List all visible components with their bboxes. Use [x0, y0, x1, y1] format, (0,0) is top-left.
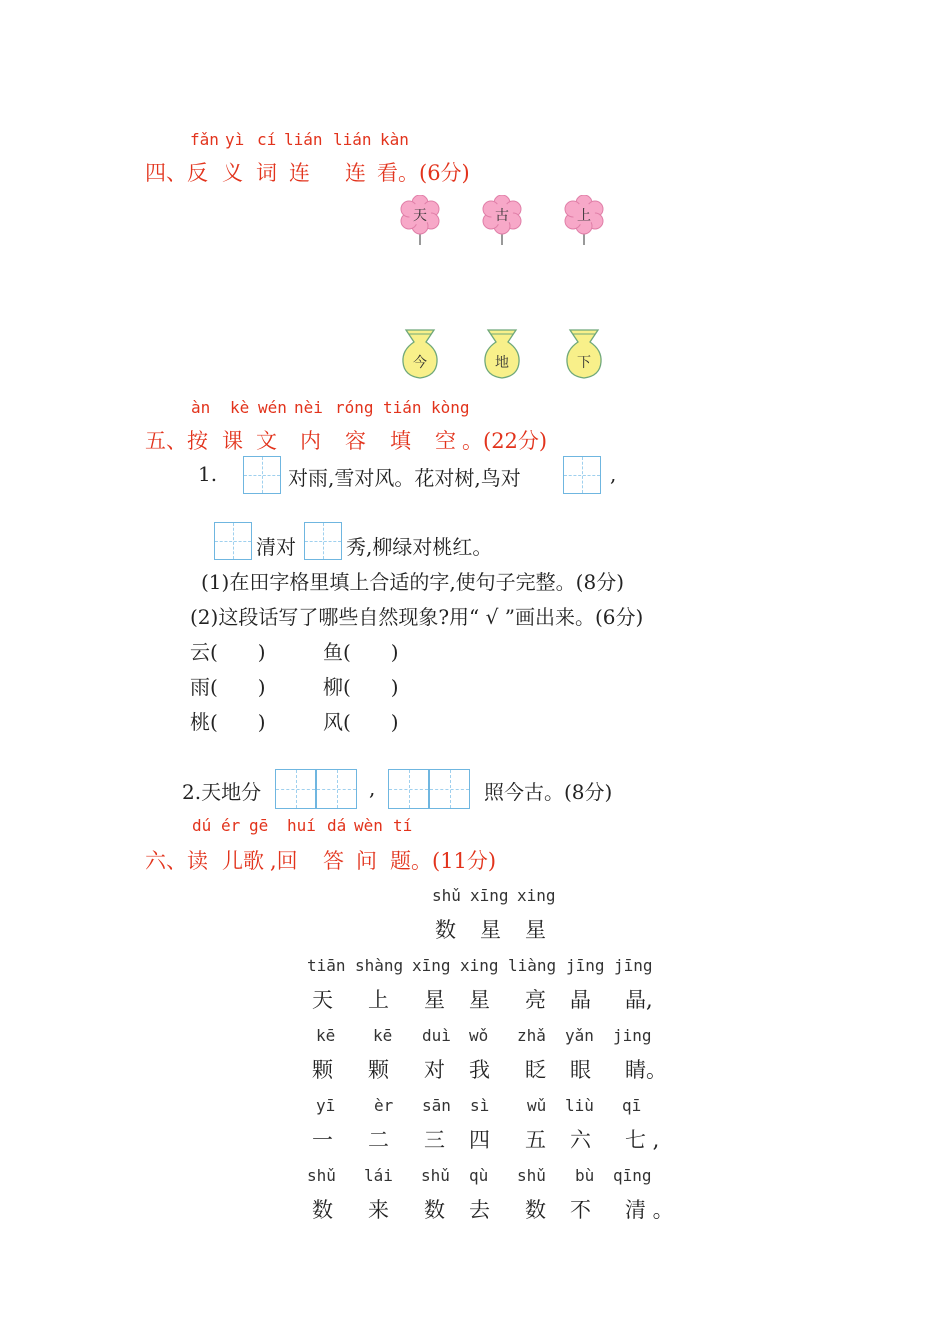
tianzige-box[interactable] [388, 769, 429, 809]
poem-pinyin: kē [373, 1026, 393, 1045]
tianzige-box[interactable] [304, 522, 342, 560]
poem-char: 去 [469, 1198, 490, 1222]
heading-pinyin: lián [333, 130, 372, 149]
poem-pinyin: sì [470, 1096, 490, 1115]
poem-char: 二 [368, 1128, 389, 1152]
section-heading: 。(22分) [462, 429, 548, 453]
poem-title: 星 [525, 918, 546, 942]
choice-item[interactable]: 雨( ) [190, 675, 266, 699]
choice-item[interactable]: 鱼( ) [323, 640, 399, 664]
question-number: 1. [198, 462, 218, 486]
sub-question: (1)在田字格里填上合适的字,使句子完整。(8分) [201, 570, 625, 594]
poem-char: 数 [525, 1198, 546, 1222]
section-heading: ,回 [270, 849, 298, 873]
poem-char: 星 [469, 988, 490, 1012]
heading-pinyin: kè [230, 398, 250, 417]
section-heading: 六、读 [145, 849, 208, 873]
poem-pinyin: lái [364, 1166, 393, 1185]
poem-char: 三 [424, 1128, 445, 1152]
tianzige-box[interactable] [275, 769, 316, 809]
heading-pinyin: nèi [294, 398, 323, 417]
section-heading: 词 [256, 161, 277, 185]
punctuation: , [369, 776, 376, 800]
flower-char: 古 [495, 208, 509, 224]
heading-pinyin: dá [327, 816, 347, 835]
poem-char: 我 [469, 1058, 490, 1082]
poem-pinyin: bù [575, 1166, 595, 1185]
vase-char: 下 [577, 355, 591, 371]
poem-char: 颗 [312, 1058, 333, 1082]
vase-char: 地 [495, 355, 509, 371]
heading-pinyin: ér [221, 816, 241, 835]
poem-pinyin: xīng [412, 956, 451, 975]
poem-char: 五 [525, 1128, 546, 1152]
flower-char: 天 [413, 208, 427, 224]
poem-pinyin: liù [565, 1096, 594, 1115]
poem-pinyin: qīng [613, 1166, 652, 1185]
poem-pinyin: jīng [614, 956, 653, 975]
poem-char: 眨 [525, 1058, 546, 1082]
tianzige-box[interactable] [429, 769, 470, 809]
section-heading: 答 [323, 849, 344, 873]
poem-pinyin: èr [374, 1096, 394, 1115]
question-text: 清对 [256, 535, 296, 559]
tianzige-box[interactable] [214, 522, 252, 560]
poem-pinyin: jīng [566, 956, 605, 975]
poem-char: 数 [424, 1198, 445, 1222]
poem-pinyin: duì [422, 1026, 451, 1045]
choice-item[interactable]: 柳( ) [323, 675, 399, 699]
flower-char: 上 [577, 208, 591, 224]
heading-pinyin: wén [258, 398, 287, 417]
poem-char: 亮 [525, 988, 546, 1012]
heading-pinyin: cí [257, 130, 277, 149]
poem-pinyin: shǔ [307, 1166, 336, 1185]
poem-char: 上 [368, 988, 389, 1012]
poem-char: 六 [570, 1128, 591, 1152]
poem-char: 星 [424, 988, 445, 1012]
tianzige-box[interactable] [563, 456, 601, 494]
poem-pinyin: shǔ [432, 886, 461, 905]
question-text: 2.天地分 [182, 780, 262, 804]
tianzige-box[interactable] [243, 456, 281, 494]
poem-pinyin: kē [316, 1026, 336, 1045]
poem-title: 星 [480, 918, 501, 942]
heading-pinyin: fǎn [190, 130, 219, 149]
poem-char: 对 [424, 1058, 445, 1082]
section-heading: 容 [345, 429, 366, 453]
poem-char: 晶 [570, 988, 591, 1012]
choice-item[interactable]: 桃( ) [190, 710, 266, 734]
heading-pinyin: róng [335, 398, 374, 417]
poem-char: 晶, [625, 988, 653, 1012]
question-text: 秀,柳绿对桃红。 [346, 535, 493, 559]
poem-pinyin: qù [469, 1166, 489, 1185]
poem-char: 天 [312, 988, 333, 1012]
poem-char: 颗 [368, 1058, 389, 1082]
poem-char: 睛。 [625, 1058, 667, 1082]
poem-pinyin: wǔ [527, 1096, 547, 1115]
section-heading: 内 [300, 429, 321, 453]
section-heading: 课 [222, 429, 243, 453]
poem-title: 数 [435, 918, 456, 942]
heading-pinyin: wèn [354, 816, 383, 835]
heading-pinyin: àn [191, 398, 211, 417]
section-heading: 填 [390, 429, 411, 453]
section-heading: 看。(6分) [377, 161, 470, 185]
vase-char: 今 [413, 355, 427, 371]
section-heading: 四、反 [145, 161, 208, 185]
poem-char: 眼 [570, 1058, 591, 1082]
heading-pinyin: gē [249, 816, 269, 835]
poem-pinyin: wǒ [469, 1026, 489, 1045]
section-heading: 文 [256, 429, 277, 453]
poem-char: 七 , [625, 1128, 660, 1152]
question-text: 对雨,雪对风。花对树,鸟对 [288, 466, 521, 490]
sub-question: (2)这段话写了哪些自然现象?用“ √ ”画出来。(6分) [190, 605, 644, 629]
question-text: 照今古。(8分) [484, 780, 613, 804]
poem-pinyin: xīng [470, 886, 509, 905]
poem-char: 数 [312, 1198, 333, 1222]
heading-pinyin: dú [192, 816, 212, 835]
poem-pinyin: xing [517, 886, 556, 905]
choice-item[interactable]: 风( ) [323, 710, 399, 734]
section-heading: 题。(11分) [390, 849, 497, 873]
poem-char: 一 [312, 1128, 333, 1152]
tianzige-box[interactable] [316, 769, 357, 809]
section-heading: 五、按 [145, 429, 208, 453]
section-heading: 空 [435, 429, 456, 453]
section-heading: 儿歌 [222, 849, 264, 873]
poem-pinyin: yī [316, 1096, 336, 1115]
heading-pinyin: kòng [431, 398, 470, 417]
poem-pinyin: liàng [508, 956, 557, 975]
poem-pinyin: sān [422, 1096, 451, 1115]
poem-pinyin: shǔ [421, 1166, 450, 1185]
heading-pinyin: yì [225, 130, 245, 149]
section-heading: 连 [289, 161, 310, 185]
heading-pinyin: huí [287, 816, 316, 835]
poem-char: 来 [368, 1198, 389, 1222]
punctuation: , [610, 462, 617, 486]
heading-pinyin: kàn [380, 130, 409, 149]
poem-pinyin: yǎn [565, 1026, 594, 1045]
heading-pinyin: lián [284, 130, 323, 149]
section-heading: 连 [345, 161, 366, 185]
poem-pinyin: xing [460, 956, 499, 975]
poem-char: 不 [570, 1198, 591, 1222]
section-heading: 问 [356, 849, 377, 873]
heading-pinyin: tián [383, 398, 422, 417]
heading-pinyin: tí [393, 816, 413, 835]
choice-item[interactable]: 云( ) [190, 640, 266, 664]
poem-pinyin: qī [622, 1096, 642, 1115]
section-heading: 义 [222, 161, 243, 185]
poem-char: 四 [469, 1128, 490, 1152]
poem-pinyin: tiān [307, 956, 346, 975]
poem-pinyin: shǔ [517, 1166, 546, 1185]
poem-pinyin: jing [613, 1026, 652, 1045]
poem-pinyin: shàng [355, 956, 404, 975]
poem-char: 清 。 [625, 1198, 674, 1222]
poem-pinyin: zhǎ [517, 1026, 546, 1045]
